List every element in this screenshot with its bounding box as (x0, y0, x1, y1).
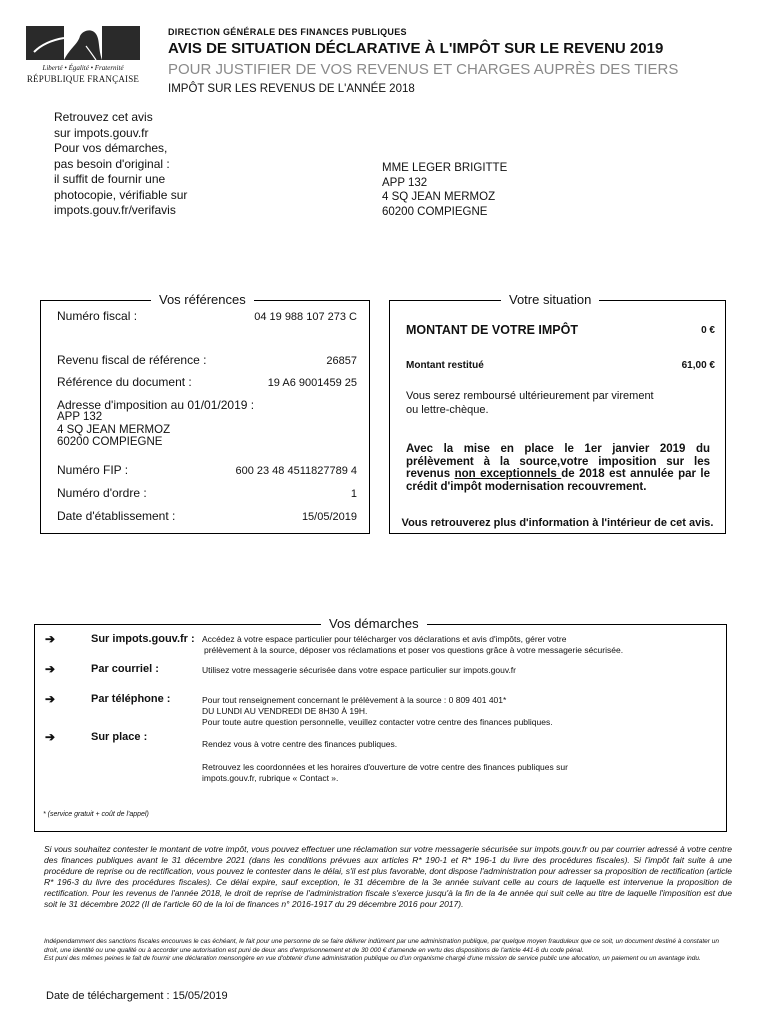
republique-francaise-logo (26, 26, 140, 88)
ordre-value: 1 (350, 488, 357, 500)
sur-place-line: Retrouvez les coordonnées et les horaires d'ouverture de votre centre des finances publiques sur (202, 762, 568, 772)
arrow-icon: ➔ (45, 662, 56, 676)
internet-line: Accédez à votre espace particulier pour télécharger vos déclarations et avis d'impôts, gérer votre (202, 634, 567, 644)
addressee-line: APP 132 (382, 176, 428, 189)
remboursement-text (406, 389, 654, 417)
montant-impot-label: MONTANT DE VOTRE IMPÔT (406, 323, 578, 337)
adresse-label: Adresse d'imposition au 01/01/2019 : (57, 398, 255, 412)
legal-contestation: Si vous souhaitez contester le montant de votre impôt, vous pouvez effectuer une réclamation sur votre messagerie sécurisée sur impots.gouv.fr ou par courrier adressé à votre centre des finances publiques avant le 31 décembre 2021 (dans les conditions prévues aux articles R* 190-1 et R* 196-1 du livre des procédures fiscales). Si l'impôt fait suite à une procédure de reprise ou de rectification, vous pouvez le contester dans le délai, s'il est plus favorable, dont dispose l'administration pour adresser sa proposition de rectification (article R* 196-3 du livre des procédures fiscales). Ce délai expire, sauf exception, le 31 décembre de la 3e année suivant celle au cours de laquelle est intervenue la proposition de rectification. Pour les revenus de l'année 2018, le droit de reprise de l'administration fiscale s'exerce jusqu'à la fin de la 4e année qui suit celle au titre de laquelle l'imposition est due soit le 31 décembre 2022 (II de l'article 60 de la loi de finances n° 2016-1917 du 29 décembre 2016 pour 2017). (44, 844, 732, 909)
telephone-line: DU LUNDI AU VENDREDI DE 8H30 À 19H. (202, 706, 368, 716)
legal-sanctions (44, 938, 732, 964)
addressee-line: 4 SQ JEAN MERMOZ (382, 191, 496, 203)
sur-place-desc: Rendez vous à votre centre des finances publiques. (202, 739, 398, 749)
intro-line: sur impots.gouv.fr (54, 125, 149, 140)
demarches-box (34, 616, 727, 832)
adresse-line: 60200 COMPIEGNE (57, 436, 163, 448)
date-etablissement-label: Date d'établissement : (57, 509, 176, 523)
intro-line: photocopie, vérifiable sur (54, 187, 188, 202)
pas-note-underlined: non exceptionnels (454, 468, 562, 480)
telephone-line: Pour tout renseignement concernant le prélèvement à la source : 0 809 401 401* (202, 695, 507, 705)
income-year-line: IMPÔT SUR LES REVENUS DE L'ANNÉE 2018 (168, 83, 415, 95)
references-box (40, 292, 370, 534)
direction-label: DIRECTION GÉNÉRALE DES FINANCES PUBLIQUES (168, 27, 407, 37)
demarches-title: Vos démarches (321, 616, 427, 631)
intro-line: Retrouvez cet avis (54, 110, 153, 124)
date-etablissement-value: 15/05/2019 (301, 511, 357, 523)
logo-motto: Liberté • Égalité • Fraternité (42, 64, 124, 72)
internet-label: Sur impots.gouv.fr : (91, 633, 195, 645)
references-title: Vos références (151, 292, 254, 307)
internet-line: prélèvement à la source, déposer vos réclamations et poser vos questions grâce à votre messagerie sécurisée. (204, 645, 624, 655)
situation-title: Votre situation (501, 292, 599, 307)
remboursement-line: Vous serez remboursé ultérieurement par virement (406, 390, 654, 402)
intro-line: il suffit de fournir une (54, 172, 166, 186)
fip-value: 600 23 48 4511827789 4 (235, 465, 357, 477)
ref-doc-label: Référence du document : (57, 375, 192, 389)
numero-fiscal-value: 04 19 988 107 273 C (254, 311, 357, 323)
intro-notice (54, 110, 187, 219)
addressee-line: MME LEGER BRIGITTE (382, 162, 508, 174)
pas-note (406, 443, 710, 493)
arrow-icon: ➔ (45, 692, 56, 706)
adresse-imposition (57, 411, 170, 449)
telephone-desc (202, 695, 553, 728)
situation-box (389, 292, 726, 534)
ref-doc-value: 19 A6 9001459 25 (267, 377, 357, 389)
download-date: Date de téléchargement : 15/05/2019 (46, 990, 228, 1002)
footnote-service: * (service gratuit + coût de l'appel) (43, 811, 149, 818)
courriel-desc: Utilisez votre messagerie sécurisée dans votre espace particulier sur impots.gouv.fr (202, 665, 517, 675)
montant-impot-value: 0 € (701, 325, 715, 336)
arrow-icon: ➔ (45, 730, 56, 744)
pas-note-part2: de 2018 est annulée par le crédit d'impôt modernisation recouvrement. (406, 468, 710, 493)
sur-place-coords (202, 762, 568, 784)
montant-restitue-value: 61,00 € (681, 360, 715, 371)
situation-footer: Vous retrouverez plus d'information à l'intérieur de cet avis. (401, 517, 714, 529)
numero-fiscal-label: Numéro fiscal : (57, 309, 138, 323)
document-title: AVIS DE SITUATION DÉCLARATIVE À L'IMPÔT SUR LE REVENU 2019 (168, 40, 664, 57)
ordre-label: Numéro d'ordre : (57, 486, 147, 500)
logo-republic: RÉPUBLIQUE FRANÇAISE (26, 74, 140, 84)
marianne-logo-icon (26, 26, 140, 60)
remboursement-line: ou lettre-chèque. (406, 404, 489, 416)
document-subtitle: POUR JUSTIFIER DE VOS REVENUS ET CHARGES AUPRÈS DES TIERS (168, 61, 679, 78)
adresse-line: 4 SQ JEAN MERMOZ (57, 423, 171, 436)
legal-sanctions-line: Est puni des mêmes peines le fait de fournir une déclaration mensongère en vue d'obtenir d'une administration publique ou d'un organisme chargé d'une mission de service public une allocation, un paiement ou un avantage indu. (44, 955, 701, 962)
rfr-value: 26857 (326, 355, 357, 367)
intro-line: Pour vos démarches, (54, 141, 168, 155)
internet-desc (202, 634, 623, 656)
sur-place-label: Sur place : (91, 731, 148, 743)
addressee-block (382, 161, 507, 219)
fip-label: Numéro FIP : (57, 463, 129, 477)
intro-line: impots.gouv.fr/verifavis (54, 203, 176, 217)
telephone-label: Par téléphone : (91, 693, 171, 705)
arrow-icon: ➔ (45, 632, 56, 646)
legal-sanctions-line: Indépendamment des sanctions fiscales encourues le cas échéant, le fait pour une personne de se faire délivrer indûment par une administration publique, par quelque moyen frauduleux que ce soit, un document destiné à constater un droit, une identité ou une qualité ou à accorder une autorisation est puni de deux ans d'emprisonnement et de 30 000 € d'amende en vertu des dispositions de l'article 441-6 du code pénal. (44, 938, 719, 954)
pas-note-part1: Avec la mise en place le 1er janvier 2019 du prélèvement à la source,votre imposition sur les revenus (406, 443, 710, 480)
telephone-line: Pour toute autre question personnelle, veuillez contacter votre centre des finances publiques. (202, 717, 553, 727)
addressee-line: 60200 COMPIEGNE (382, 205, 488, 218)
montant-restitue-label: Montant restitué (406, 360, 484, 371)
rfr-label: Revenu fiscal de référence : (57, 353, 207, 367)
adresse-line: APP 132 (57, 411, 103, 423)
sur-place-line: impots.gouv.fr, rubrique « Contact ». (202, 773, 339, 783)
intro-line: pas besoin d'original : (54, 156, 170, 171)
courriel-label: Par courriel : (91, 663, 159, 675)
